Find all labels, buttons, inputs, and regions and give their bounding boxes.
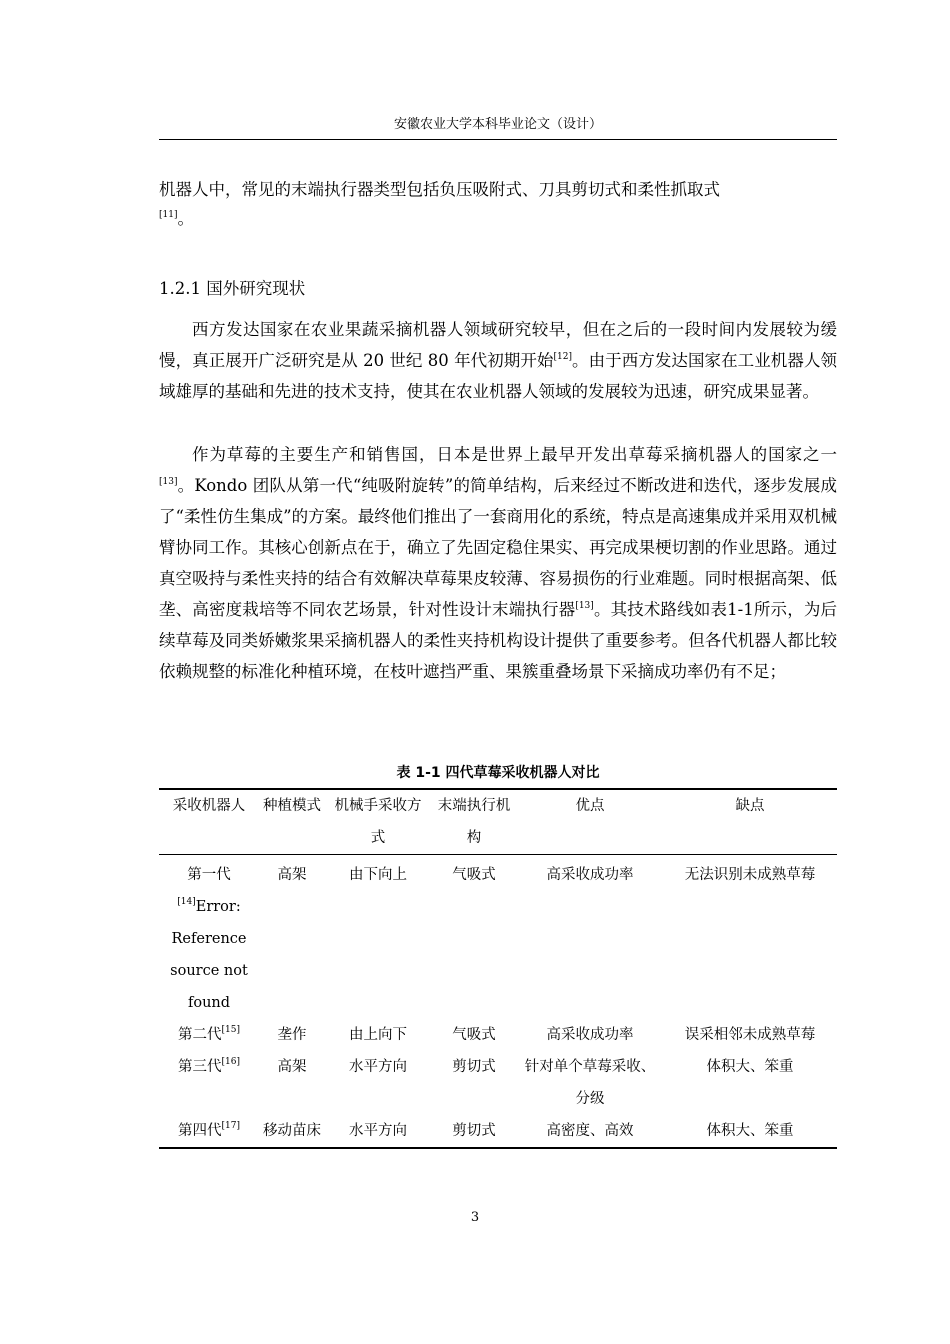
citation-ref: [13] [575,601,594,611]
paragraph-text: 。其技术路线如表1-1所示，为后续草莓及同类娇嫩浆果采摘机器人的柔性夹持机构设计提供了重要参考。但各代机器人都比较依赖规整的标准化种植环境，在枝叶遮挡严重、果簇重叠场景下采摘成功率仍有不足； [159,600,837,681]
paragraph-text: 。Kondo 团队从第一代“纯吸附旋转”的简单结构，后来经过不断改进和迭代，逐步发展成了“柔性仿生集成”的方案。最终他们推出了一套商用化的系统，特点是高速集成并采用双机械臂协同工作。其核心创新点在于，确立了先固定稳住果实、再完成果梗切割的作业思路。通过真空吸持与柔性夹持的结合有效解决草莓果皮较薄、容易损伤的行业难题。同时根据高架、低垄、高密度栽培等不同农艺场景，针对性设计末端执行器 [159,476,837,619]
continuation-text: 机器人中，常见的末端执行器类型包括负压吸附式、刀具剪切式和柔性抓取式 [159,180,720,199]
paragraph-text: 。由于西方发达国家在工业机器人领域雄厚的基础和先进的技术支持，使其在农业机器人领域的发展较为迅速，研究成果显著。 [159,351,837,401]
header-cell: 优点 [575,798,605,814]
citation-ref: [14] [177,897,196,907]
generation-cell [159,855,259,1020]
effector-cell: 剪切式 [452,1123,496,1139]
generation-label: 第一代 [187,867,231,883]
header-rule [159,139,837,140]
header-cell: 缺点 [735,798,765,814]
header-cell: 种植模式 [263,798,321,814]
effector-cell: 气吸式 [452,867,496,883]
generation-cell [159,1115,259,1148]
generation-cell [159,1019,259,1051]
effector-cell: 气吸式 [452,1027,496,1043]
direction-cell: 水平方向 [349,1123,407,1139]
citation-ref: [11] [159,210,178,220]
citation-ref: [16] [221,1057,240,1067]
mode-cell: 移动苗床 [263,1123,321,1139]
header-cell: 机械手采收方式 [334,798,422,846]
paragraph-japan-research [159,439,837,687]
table-row [159,1019,837,1051]
cons-cell: 体积大、笨重 [706,1059,794,1075]
comparison-table [159,788,837,1149]
generation-label: 第二代 [178,1027,222,1043]
pros-cell: 高采收成功率 [546,867,634,883]
mode-cell: 高架 [277,1059,307,1075]
pros-cell: 针对单个草莓采收、分级 [524,1059,656,1107]
paragraph-text: 作为草莓的主要生产和销售国，日本是世界上最早开发出草莓采摘机器人的国家之一 [192,445,837,464]
direction-cell: 由下向上 [349,867,407,883]
header-cell: 采收机器人 [172,798,246,814]
cons-cell: 体积大、笨重 [706,1123,794,1139]
paragraph-western-research [159,314,837,407]
section-heading: 1.2.1 国外研究现状 [159,279,306,298]
table-row [159,1051,837,1115]
header-cell: 末端执行机构 [437,798,511,846]
direction-cell: 由上向下 [349,1027,407,1043]
reference-error-note: Error: Reference source not found [170,899,248,1011]
pros-cell: 高密度、高效 [546,1123,634,1139]
cons-cell: 误采相邻未成熟草莓 [684,1027,816,1043]
generation-label: 第三代 [178,1059,222,1075]
cons-cell: 无法识别未成熟草莓 [684,867,816,883]
table-header-row [159,789,837,855]
effector-cell: 剪切式 [452,1059,496,1075]
paragraph-text: 西方发达国家在农业果蔬采摘机器人领域研究较早，但在之后的一段时间内发展较为缓慢，真正展开广泛研究是从 20 世纪 80 年代初期开始 [159,320,837,370]
citation-ref: [12] [553,352,572,362]
mode-cell: 垄作 [277,1027,307,1043]
generation-label: 第四代 [178,1123,222,1139]
page-number: 3 [470,1210,480,1225]
citation-ref: [15] [221,1025,240,1035]
table-row [159,855,837,1020]
direction-cell: 水平方向 [349,1059,407,1075]
generation-cell [159,1051,259,1115]
citation-ref: [13] [159,477,178,487]
continuation-paragraph [159,174,837,234]
citation-ref: [17] [221,1121,240,1131]
table-row [159,1115,837,1148]
page-header: 安徽农业大学本科毕业论文（设计） [393,117,602,132]
mode-cell: 高架 [277,867,307,883]
continuation-end: 。 [177,209,194,228]
pros-cell: 高采收成功率 [546,1027,634,1043]
table-caption: 表 1-1 四代草莓采收机器人对比 [396,765,600,781]
